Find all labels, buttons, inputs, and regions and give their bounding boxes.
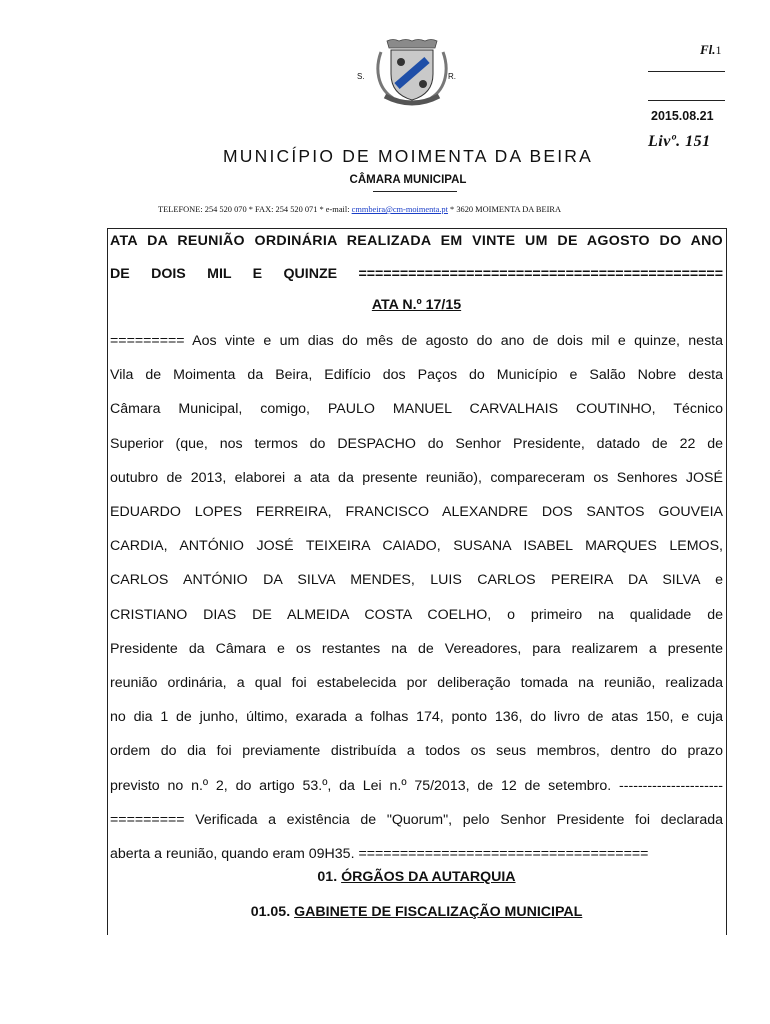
department-title: CÂMARA MUNICIPAL [349,174,467,186]
email-link[interactable]: cmmbeira@cm-moimenta.pt [351,205,448,214]
municipal-crest-logo [373,38,451,108]
document-title-line-2: DE DOIS MIL E QUINZE ============================================ [110,266,723,282]
body-line: reunião ordinária, a qual foi estabelecida por deliberação tomada na reunião, realizada [110,675,723,691]
body-line: aberta a reunião, quando eram 09H35. =================================== [110,846,649,862]
body-line: EDUARDO LOPES FERREIRA, FRANCISCO ALEXANDRE DOS SANTOS GOUVEIA [110,504,723,520]
body-line: ========= Aos vinte e um dias do mês de agosto do ano de dois mil e quinze, nesta [110,333,723,349]
contact-line [158,205,561,214]
section-heading [110,868,723,886]
contacts-suffix: * 3620 MOIMENTA DA BEIRA [447,205,562,214]
municipality-title: MUNICÍPIO DE MOIMENTA DA BEIRA [222,146,594,166]
ata-number-text: ATA N.º 17/15 [371,297,462,313]
department-underline [373,191,457,192]
body-line: ========= Verificada a existência de "Quorum", pelo Senhor Presidente foi declarada [110,811,723,828]
folio-label: Fl. [700,42,716,57]
body-line: Câmara Municipal, comigo, PAULO MANUEL CARVALHAIS COUTINHO, Técnico [110,401,723,418]
body-line: CRISTIANO DIAS DE ALMEIDA COSTA COELHO, o primeiro na qualidade de [110,606,723,623]
book-number: Livº. 151 [648,133,711,150]
document-title-line-1: ATA DA REUNIÃO ORDINÁRIA REALIZADA EM VINTE UM DE AGOSTO DO ANO [110,233,723,249]
body-line: previsto no n.º 2, do artigo 53.º, da Lei n.º 75/2013, de 12 de setembro. ---------------------- [110,777,723,794]
subsection-heading [110,903,723,921]
body-line: Presidente da Câmara e os restantes na de Vereadores, para realizarem a presente [110,640,723,657]
body-line: Vila de Moimenta da Beira, Edifício dos Paços do Município e Salão Nobre desta [110,367,723,384]
crest-right-letter: R. [448,72,456,81]
section-title: ÓRGÃOS DA AUTARQUIA [341,869,516,885]
body-line: ordem do dia foi previamente distribuída a todos os seus membros, dentro do prazo [110,743,723,760]
frame-top-border [107,228,726,229]
crest-left-letter: S. [357,72,365,81]
body-line: outubro de 2013, elaborei a ata da presente reunião), compareceram os Senhores JOSÉ [110,469,723,486]
subsection-number: 01.05. [250,904,291,920]
body-line: no dia 1 de junho, último, exarada a folhas 174, ponto 136, do livro de atas 150, e cuja [110,709,723,726]
body-line: CARLOS ANTÓNIO DA SILVA MENDES, LUIS CARLOS PEREIRA DA SILVA e [110,572,723,589]
page-folio [700,42,722,58]
frame-right-border [726,228,727,935]
folio-rule-2 [648,100,725,101]
meeting-date: 2015.08.21 [651,109,714,123]
section-number: 01. [317,869,338,885]
folio-rule-1 [648,71,725,72]
folio-number: 1 [715,43,722,57]
subsection-title: GABINETE DE FISCALIZAÇÃO MUNICIPAL [294,904,583,920]
contacts-prefix: TELEFONE: 254 520 070 * FAX: 254 520 071 * e-mail: [158,205,352,214]
body-line: CARDIA, ANTÓNIO JOSÉ TEIXEIRA CAIADO, SUSANA ISABEL MARQUES LEMOS, [110,538,723,555]
frame-left-border [107,228,108,935]
ata-number [110,296,723,314]
body-line: Superior (que, nos termos do DESPACHO do Senhor Presidente, datado de 22 de [110,435,723,452]
